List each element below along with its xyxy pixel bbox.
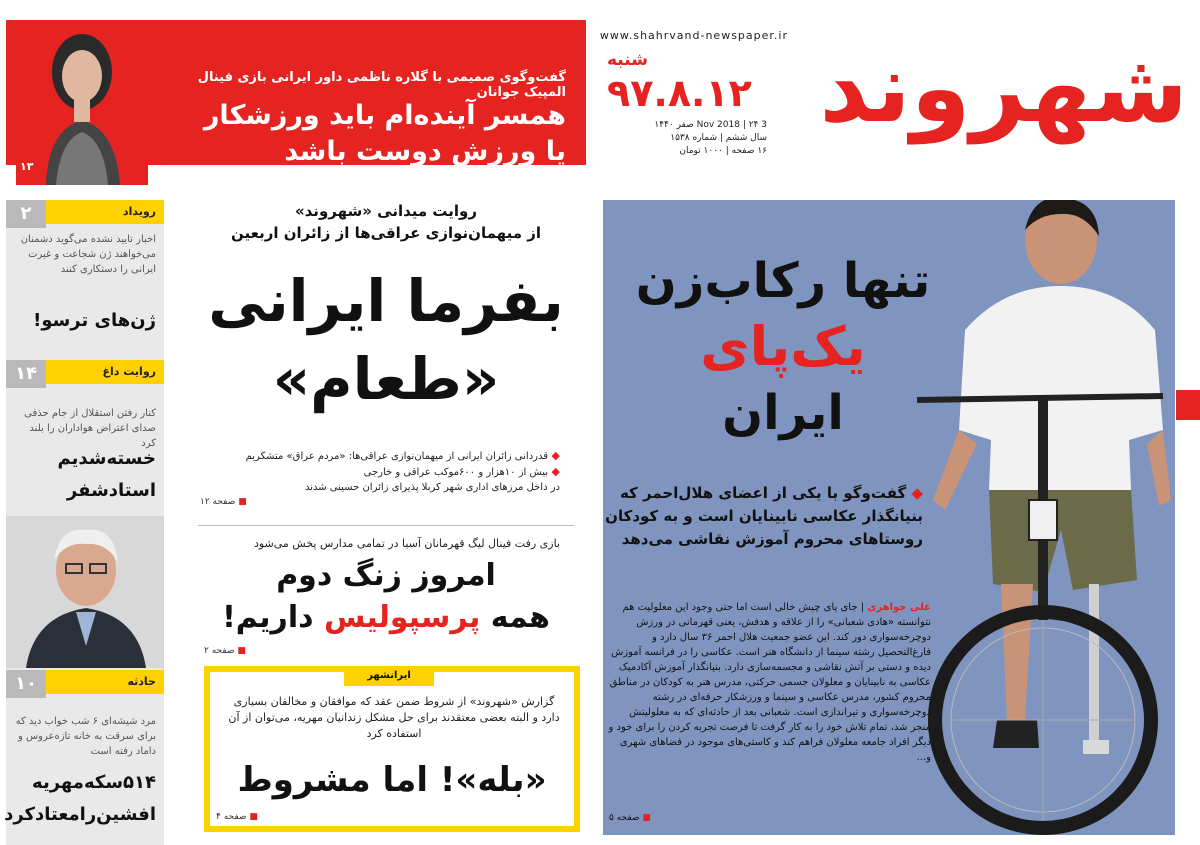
sidebar-page-number: ۱۴ — [6, 360, 46, 388]
banner-headline-line2: یا ورزش دوست باشد — [284, 136, 566, 167]
issue-meta-line3: ۱۶ صفحه | ۱۰۰۰ تومان — [679, 146, 767, 156]
feature-author[interactable]: علی جواهری — [867, 602, 931, 613]
feature-body — [607, 600, 931, 765]
iranshahr-page-ref-text: صفحه ۴ — [216, 812, 247, 822]
sidebar-headline-line2: افشین‌را‌معتادکرد — [4, 804, 156, 825]
sidebar-headline: ژن‌های ترسو! — [33, 310, 156, 331]
banner-kicker: گفت‌وگوی صمیمی با گلاره ناظمی داور ایرانی بازی فینال المپیک جوانان — [197, 70, 566, 100]
story2-page-ref[interactable] — [204, 646, 246, 656]
issue-meta — [607, 119, 767, 158]
feature-body-text: | جای پای چپش خالی است اما حتی وجود این معلولیت هم نتوانسته «هادی شعبانی» را از علاقه و هدفش، یعنی قهرمانی در ورزش دوچرخه‌سواری دور کند. این عضو جمعیت هلال احمر ۳۶ سال دارد و فارغ‌التحصیل رشته سینما از دانشگاه هنر است. عکاسی را در فرانسه آموزش دیده و دستی بر آتش نقاشی و مجسمه‌سازی دارد. بنیانگذار آموزش آکادمیک عکاسی به نابینایان و معلولان جسمی حرکتی، مدرس هنر به کودکان در مناطق محروم کشور، مدرس عکاسی و سینما و ورزشکار حرفه‌ای در رشته دوچرخه‌سواری و تیراندازی است. شعبانی بعد از حادثه‌ای که به معلولیتش منجر شد، تمام تلاش خود را به کار گرفت تا فرصت تجربه کردن را برای خود و دیگر افراد جامعه معلولان فراهم کند و کاستی‌های موجود در فضاهای شهری و... — [608, 602, 931, 763]
sidebar-headline-line1: ۵۱۴سکه‌مهریه — [32, 772, 156, 793]
center-column — [198, 200, 574, 845]
lead-page-ref-text: صفحه ۱۲ — [200, 497, 236, 507]
feature-headline[interactable] — [603, 248, 963, 446]
feature-headline-line3: ایران — [722, 385, 844, 441]
feature-headline-line1: تنها رکاب‌زن — [635, 253, 931, 309]
feature-story[interactable] — [603, 200, 1175, 835]
iranshahr-tab: ایرانشهر — [344, 666, 434, 686]
lead-headline-line1: بفرما ایرانی — [208, 267, 564, 335]
divider — [198, 525, 574, 526]
sidebar-section-incident[interactable] — [6, 670, 164, 845]
page-ref-square-icon: ■ — [246, 812, 258, 822]
iranshahr-page-ref[interactable] — [216, 812, 258, 822]
page-ref-square-icon: ■ — [639, 813, 651, 823]
lead-bullet-1 — [200, 448, 560, 464]
banner-page-number: ۱۳ — [20, 160, 34, 173]
feature-subhead — [603, 482, 923, 551]
lead-kicker-line2: از میهمان‌نوازی عراقی‌ها از زائران اربعین — [231, 224, 541, 242]
bullet-diamond-icon: ◆ — [548, 449, 560, 462]
logo-block — [595, 15, 1200, 165]
sidebar-section-hot-story[interactable] — [6, 360, 164, 510]
iranshahr-box[interactable] — [204, 666, 580, 832]
story2-headline-part1: همه — [480, 600, 550, 635]
lead-kicker — [198, 200, 574, 244]
sidebar-portrait-photo — [6, 516, 164, 668]
lead-bullet-2-text: بیش از ۱۰هزار و ۶۰۰موکب عراقی و خارجی — [363, 467, 549, 478]
lead-headline-line2: «طعام» — [272, 345, 500, 413]
lead-page-ref[interactable] — [200, 495, 560, 510]
sidebar-headline-line2: استادشفر — [66, 480, 156, 501]
sidebar-section-event[interactable] — [6, 200, 164, 350]
edge-marker — [1176, 390, 1200, 420]
lead-kicker-line1: روایت میدانی «شهروند» — [294, 202, 478, 220]
issue-meta-line2: سال ششم | شماره ۱۵۳۸ — [670, 133, 767, 143]
sidebar-tab-label: حادثه — [127, 675, 156, 688]
issue-meta-line1: 3 Nov 2018 | ۲۴ صفر ۱۴۴۰ — [654, 120, 767, 130]
page-ref-square-icon: ■ — [234, 646, 246, 656]
page-ref-square-icon: ■ — [235, 497, 247, 507]
sidebar-tab — [46, 670, 164, 694]
issue-day: شنبه — [607, 50, 648, 70]
iranshahr-headline: «بله»! اما مشروط — [237, 760, 547, 800]
woman-portrait-icon — [16, 20, 148, 185]
sidebar-tab-label: روایت داغ — [102, 365, 156, 378]
feature-headline-line2: یک‌پای — [700, 315, 866, 378]
iranshahr-summary: گزارش «شهروند» از شروط ضمن عقد که موافقان و مخالفان بسیاری دارد و البته بعضی معتقدند برای حل مشکل زندانیان مهریه، می‌توان از آن استفاده کرد — [228, 695, 560, 740]
feature-page-ref-text: صفحه ۵ — [609, 813, 640, 823]
story2-headline-part3: داریم! — [222, 600, 324, 635]
sidebar-page-number: ۲ — [6, 200, 46, 228]
masthead — [0, 0, 1200, 175]
feature-subhead-text: گفت‌وگو با یکی از اعضای هلال‌احمر که بنیانگذار عکاسی نابینایان است و به کودکان روستاهای محروم آموزش نقاشی می‌دهد — [605, 484, 923, 548]
sidebar-tab — [46, 200, 164, 224]
lead-bullet-1-text: قدردانی زائران ایرانی از میهمان‌نوازی عراقی‌ها: «مردم عراق» متشکریم — [245, 451, 549, 462]
banner-portrait-photo — [16, 20, 148, 185]
lead-bullet-2 — [200, 464, 560, 480]
sidebar-tab-label: رویداد — [122, 205, 156, 218]
lead-headline[interactable] — [198, 262, 574, 418]
banner-headline[interactable] — [146, 98, 566, 170]
sidebar-tab — [46, 360, 164, 384]
story2-kicker: بازی رفت فینال لیگ قهرمانان آسیا در تمامی مدارس پخش می‌شود — [253, 537, 560, 550]
lead-bullet-3: در داخل مرزهای اداری شهر کربلا پذیرای زائران حسینی شدند — [304, 482, 560, 493]
bullet-diamond-icon: ◆ — [906, 484, 923, 502]
sidebar-headline-line1: خسته‌شدیم — [57, 448, 156, 469]
left-sidebar — [6, 200, 164, 845]
promo-banner[interactable] — [6, 20, 586, 173]
bullet-diamond-icon: ◆ — [548, 465, 560, 478]
story2-headline-line1[interactable]: امروز زنگ دوم — [276, 558, 496, 593]
story2-headline-line2[interactable] — [198, 600, 574, 635]
sidebar-summary: اخبار تایید نشده می‌گوید دشمنان می‌خواهند ژن شجاعت و غیرت ایرانی را دستکاری کنند — [20, 234, 156, 275]
sidebar-summary: کنار رفتن استقلال از جام حذفی صدای اعتراض هواداران را بلند کرد — [24, 408, 156, 449]
feature-page-ref[interactable] — [609, 813, 651, 823]
banner-headline-line1: همسر آینده‌ام باید ورزشکار — [203, 100, 566, 131]
man-portrait-icon — [6, 516, 164, 668]
story2-headline-highlight: پرسپولیس — [323, 600, 481, 635]
newspaper-logo[interactable]: شهروند — [819, 32, 1188, 144]
story2-page-ref-text: صفحه ۲ — [204, 646, 235, 656]
sidebar-page-number: ۱۰ — [6, 670, 46, 698]
site-url[interactable]: www.shahrvand-newspaper.ir — [599, 29, 788, 42]
issue-date: ۹۷.۸.۱۲ — [607, 71, 752, 115]
sidebar-summary: مرد شیشه‌ای ۶ شب خواب دید که برای سرقت به خانه تازه‌عروس و داماد رفته است — [15, 716, 156, 757]
lead-bullets — [200, 448, 560, 510]
